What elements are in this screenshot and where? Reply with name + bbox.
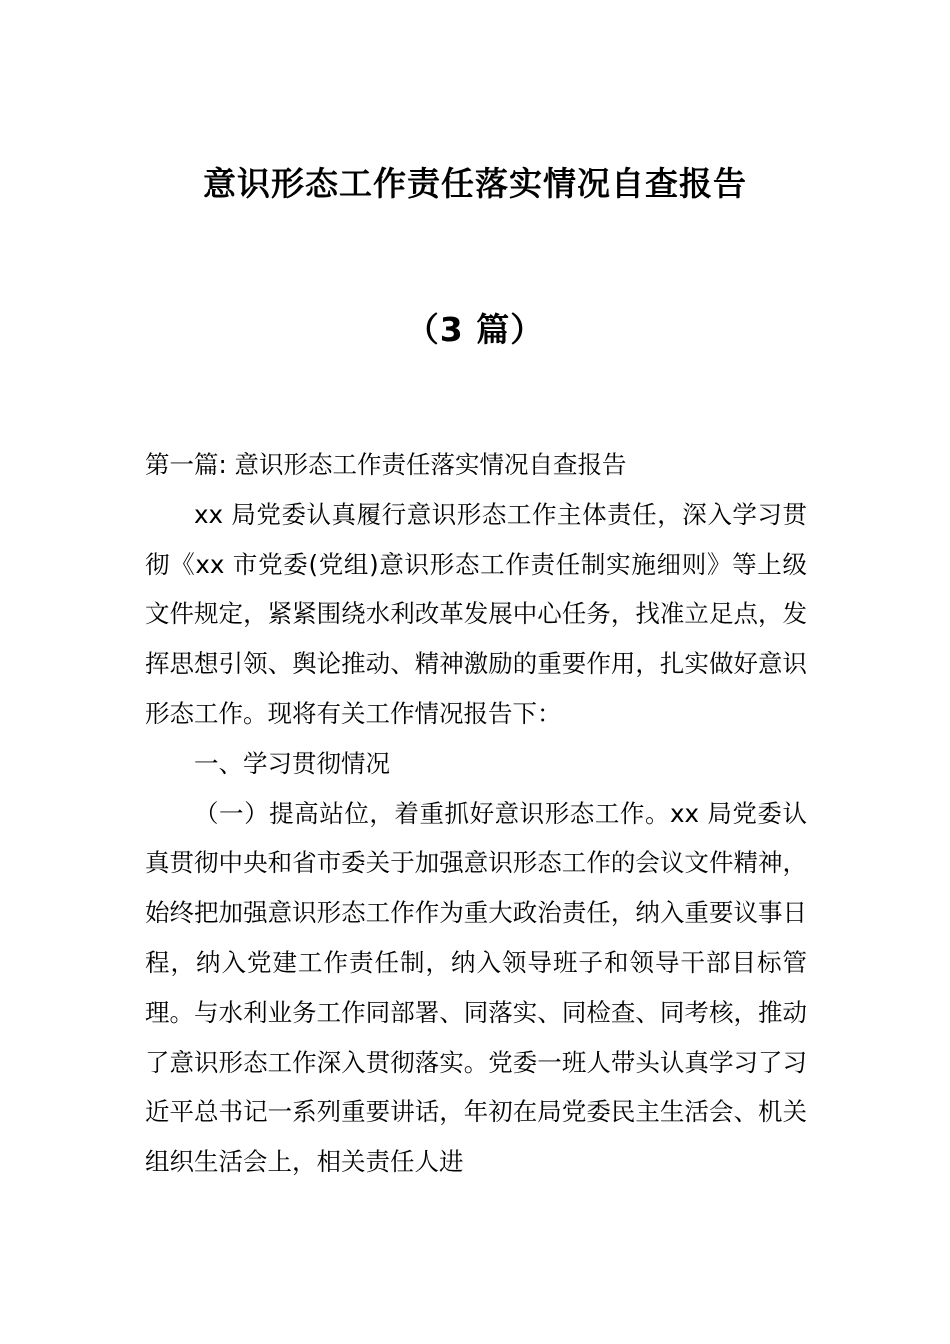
paragraph-body-1: （一）提高站位，着重抓好意识形态工作。xx 局党委认真贯彻中央和省市委关于加强意识形态工作的会议文件精神，始终把加强意识形态工作作为重大政治责任，纳入重要议事日程，纳入党建工作责任制，纳入领导班子和领导干部目标管理。与水利业务工作同部署、同落实、同检查、同考核，推动了意识形态工作深入贯彻落实。党委一班人带头认真学习了习近平总书记一系列重要讲话，年初在局党委民主生活会、机关组织生活会上，相关责任人进 xyxy=(145,798,807,1177)
document-body xyxy=(145,440,807,1187)
paragraph-heading-1: 一、学习贯彻情况 xyxy=(194,748,390,778)
paragraph-intro: xx 局党委认真履行意识形态工作主体责任，深入学习贯彻《xx 市党委(党组)意识形态工作责任制实施细则》等上级文件规定，紧紧围绕水利改革发展中心任务，找准立足点，发挥思想引领、舆论推动、精神激励的重要作用，扎实做好意识形态工作。现将有关工作情况报告下： xyxy=(145,499,807,728)
section-heading: 第一篇: 意识形态工作责任落实情况自查报告 xyxy=(145,450,627,479)
document-title: 意识形态工作责任落实情况自查报告 xyxy=(203,164,747,203)
document-subtitle: （3 篇） xyxy=(405,310,545,349)
